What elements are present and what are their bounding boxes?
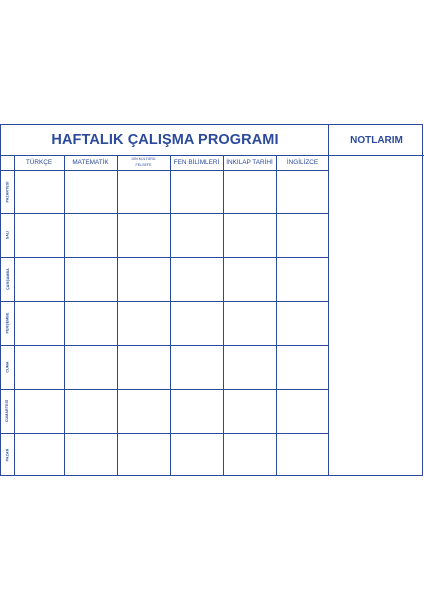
schedule-cell[interactable] — [276, 389, 329, 433]
schedule-cell[interactable] — [223, 433, 276, 476]
schedule-title: HAFTALIK ÇALIŞMA PROGRAMI — [51, 132, 279, 148]
schedule-cell[interactable] — [14, 257, 64, 301]
schedule-cell[interactable] — [117, 301, 170, 345]
schedule-cell[interactable] — [117, 213, 170, 257]
schedule-cell[interactable] — [14, 389, 64, 433]
schedule-cell[interactable] — [223, 213, 276, 257]
subject-header: DİN KÜLTÜRÜ FELSEFE — [131, 157, 156, 167]
notes-title: NOTLARIM — [350, 134, 403, 146]
schedule-cell[interactable] — [223, 345, 276, 389]
schedule-cell[interactable] — [64, 301, 117, 345]
schedule-cell[interactable] — [64, 213, 117, 257]
schedule-cell[interactable] — [117, 389, 170, 433]
schedule-cell[interactable] — [117, 170, 170, 213]
day-label: PERŞEMBE — [5, 312, 10, 334]
schedule-cell[interactable] — [14, 301, 64, 345]
schedule-cell[interactable] — [223, 301, 276, 345]
schedule-cell[interactable] — [223, 389, 276, 433]
schedule-cell[interactable] — [64, 170, 117, 213]
subject-header: İNGİLİZCE — [286, 158, 319, 166]
schedule-cell[interactable] — [223, 170, 276, 213]
schedule-cell[interactable] — [117, 345, 170, 389]
schedule-cell[interactable] — [64, 433, 117, 476]
day-label: PAZAR — [5, 448, 10, 461]
subject-header: FEN BİLİMLERİ — [173, 158, 220, 166]
day-label: ÇARŞAMBA — [5, 268, 10, 290]
schedule-cell[interactable] — [14, 213, 64, 257]
schedule-cell[interactable] — [223, 257, 276, 301]
schedule-cell[interactable] — [64, 345, 117, 389]
day-label: PAZARTESİ — [5, 181, 10, 202]
schedule-cell[interactable] — [117, 433, 170, 476]
schedule-cell[interactable] — [276, 257, 329, 301]
schedule-cell[interactable] — [170, 257, 223, 301]
schedule-cell[interactable] — [276, 170, 329, 213]
schedule-cell[interactable] — [170, 301, 223, 345]
schedule-cell[interactable] — [64, 389, 117, 433]
schedule-cell[interactable] — [276, 301, 329, 345]
schedule-cell[interactable] — [170, 170, 223, 213]
subject-header: MATEMATİK — [72, 158, 109, 166]
schedule-cell[interactable] — [170, 213, 223, 257]
schedule-cell[interactable] — [170, 389, 223, 433]
weekly-schedule-sheet — [0, 124, 423, 476]
notes-area[interactable] — [330, 156, 422, 474]
schedule-cell[interactable] — [14, 170, 64, 213]
day-label: CUMARTESİ — [5, 399, 10, 423]
schedule-cell[interactable] — [170, 345, 223, 389]
subject-header: İNKILAP TARİHİ — [226, 158, 273, 166]
schedule-cell[interactable] — [276, 433, 329, 476]
schedule-cell[interactable] — [170, 433, 223, 476]
schedule-cell[interactable] — [14, 433, 64, 476]
subject-header: TÜRKÇE — [25, 158, 53, 166]
schedule-cell[interactable] — [14, 345, 64, 389]
schedule-cell[interactable] — [276, 213, 329, 257]
schedule-cell[interactable] — [117, 257, 170, 301]
day-label: CUMA — [5, 361, 10, 373]
day-label: SALI — [5, 230, 10, 240]
schedule-cell[interactable] — [276, 345, 329, 389]
schedule-cell[interactable] — [64, 257, 117, 301]
